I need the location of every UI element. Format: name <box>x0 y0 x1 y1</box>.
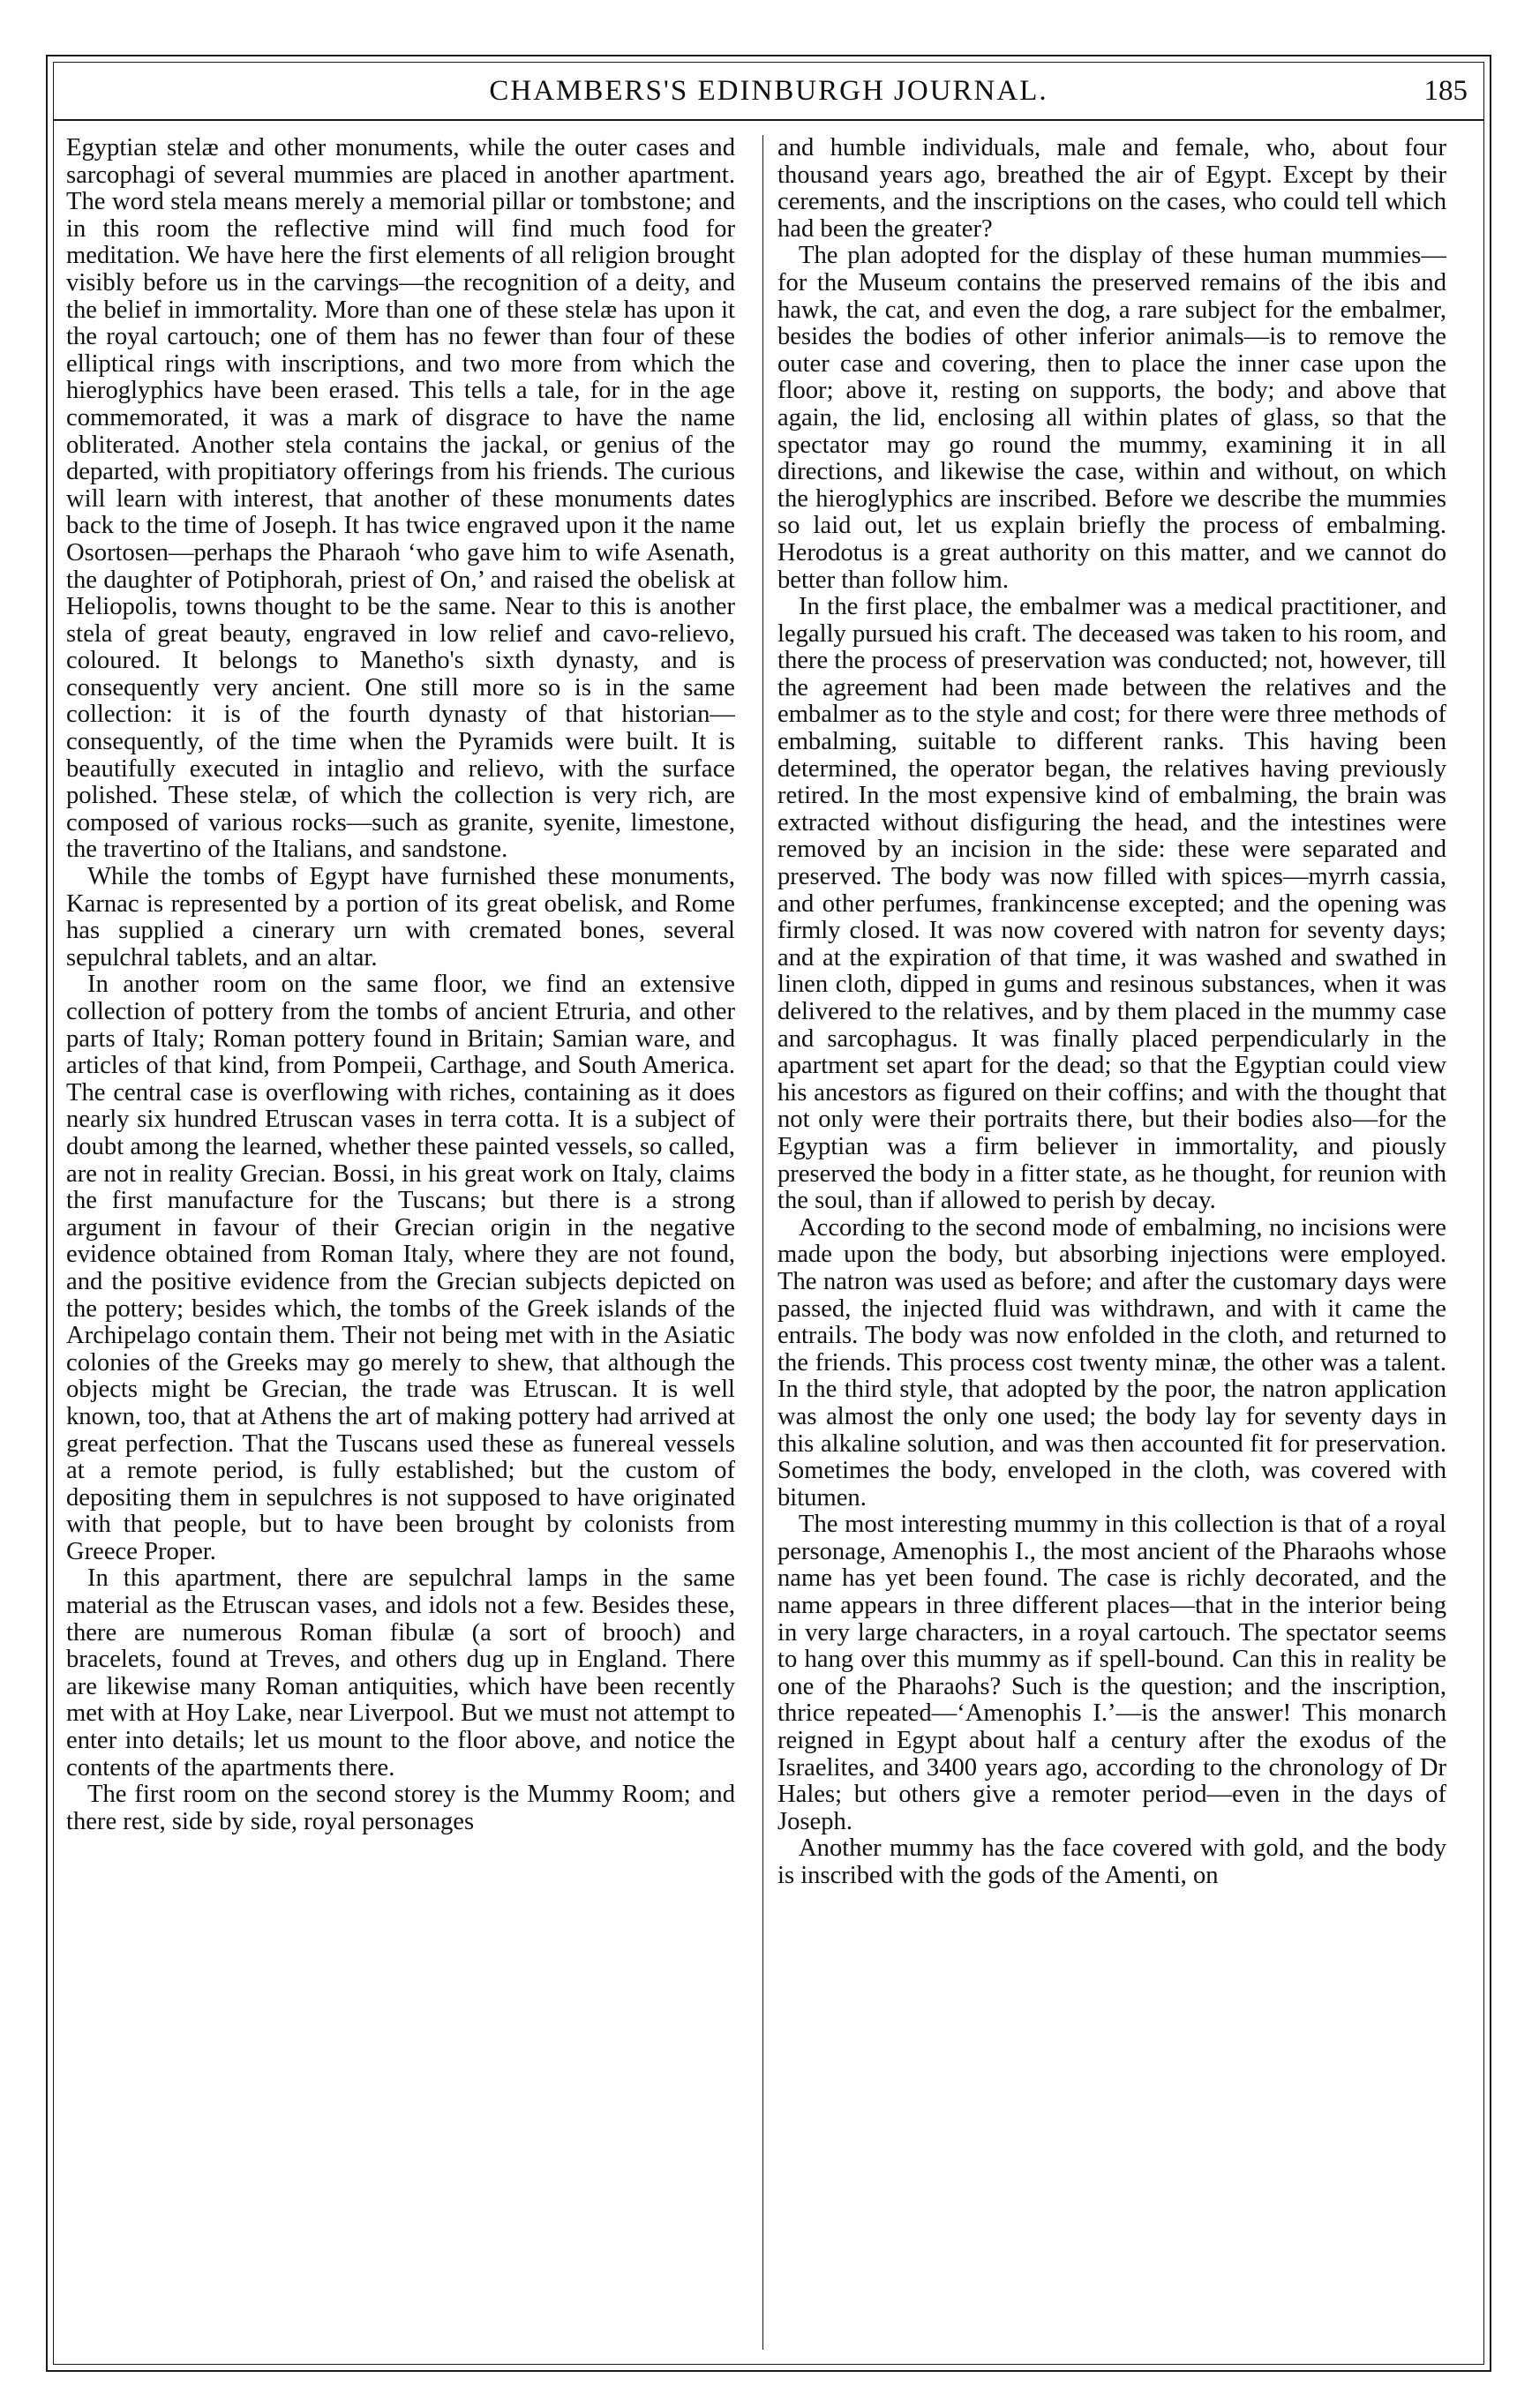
left-paragraph-4: In this apartment, there are sepulchral lamps in the same material as the Etruscan vases, and idols not a few. Besides these, there are numerous Roman fibulæ (a sort of brooch) and bracelets, found at Treves, and others dug up in England. There are likewise many Roman antiquities, which have been recently met with at Hoy Lake, near Liverpool. But we must not attempt to enter into details; let us mount to the floor above, and notice the contents of the apartments there. <box>66 1564 735 1782</box>
right-paragraph-5: The most interesting mummy in this collection is that of a royal personage, Amenophis I., the most ancient of the Pharaohs whose name has yet been found. The case is richly decorated, and the name appears in three different places—that in the interior being in very large characters, in a royal cartouch. The spectator seems to hang over this mummy as if spell-bound. Can this in reality be one of the Pharaohs? Such is the question; and the inscription, thrice repeated—‘Amenophis I.’—is the answer! This monarch reigned in Egypt about half a century after the exodus of the Israelites, and 3400 years ago, according to the chronology of Dr Hales; but others give a remoter period—even in the days of Joseph. <box>777 1511 1446 1835</box>
masthead <box>54 63 1483 121</box>
left-column <box>66 135 735 2350</box>
right-column <box>777 135 1446 2350</box>
left-paragraph-5: The first room on the second storey is the Mummy Room; and there rest, side by side, royal personages <box>66 1781 735 1835</box>
left-paragraph-1: Egyptian stelæ and other monuments, while the outer cases and sarcophagi of several mummies are placed in another apartment. The word stela means merely a memorial pillar or tombstone; and in this room the reflective mind will find much food for meditation. We have here the first elements of all religion brought visibly before us in the carvings—the recognition of a deity, and the belief in immortality. More than one of these stelæ has upon it the royal cartouch; one of them has no fewer than four of these elliptical rings with inscriptions, and two more from which the hieroglyphics have been erased. This tells a tale, for in the age commemorated, it was a mark of disgrace to have the name obliterated. Another stela contains the jackal, or genius of the departed, with propitiatory offerings from his friends. The curious will learn with interest, that another of these monuments dates back to the time of Joseph. It has twice engraved upon it the name Osortosen—perhaps the Pharaoh ‘who gave him to wife Asenath, the daughter of Potiphorah, priest of On,’ and raised the obelisk at Heliopolis, towns thought to be the same. Near to this is another stela of great beauty, engraved in low relief and cavo-relievo, coloured. It belongs to Manetho's sixth dynasty, and is consequently very ancient. One still more so is in the same collection: it is of the fourth dynasty of that historian—consequently, of the time when the Pyramids were built. It is beautifully executed in intaglio and relievo, with the surface polished. These stelæ, of which the collection is very rich, are composed of various rocks—such as granite, syenite, limestone, the travertino of the Italians, and sandstone. <box>66 135 735 864</box>
left-paragraph-2: While the tombs of Egypt have furnished these monuments, Karnac is represented by a portion of its great obelisk, and Rome has supplied a cinerary urn with cremated bones, several sepulchral tablets, and an altar. <box>66 863 735 971</box>
column-rule <box>762 135 763 2350</box>
right-paragraph-1: and humble individuals, male and female, who, about four thousand years ago, breathed the air of Egypt. Except by their cerements, and the inscriptions on the cases, who could tell which had been the greater? <box>777 135 1446 243</box>
journal-title: CHAMBERS'S EDINBURGH JOURNAL. <box>489 75 1048 107</box>
inner-frame <box>53 62 1484 2365</box>
right-paragraph-2: The plan adopted for the display of these human mummies—for the Museum contains the preserved remains of the ibis and hawk, the cat, and even the dog, a rare subject for the embalmer, besides the bodies of other inferior animals—is to remove the outer case and covering, then to place the inner case upon the floor; above it, resting on supports, the body; and above that again, the lid, enclosing all within plates of glass, so that the spectator may go round the mummy, examining it in all directions, and likewise the case, within and without, on which the hieroglyphics are inscribed. Before we describe the mummies so laid out, let us explain briefly the process of embalming. Herodotus is a great authority on this matter, and we cannot do better than follow him. <box>777 242 1446 594</box>
page-number: 185 <box>1423 75 1468 107</box>
right-paragraph-3: In the first place, the embalmer was a medical practitioner, and legally pursued his craft. The deceased was taken to his room, and there the process of preservation was conducted; not, however, till the agreement had been made between the relatives and the embalmer as to the style and cost; for there were three methods of embalming, suitable to different ranks. This having been determined, the operator began, the relatives having previously retired. In the most expensive kind of embalming, the brain was extracted without disfiguring the head, and the intestines were removed by an incision in the side: these were separated and preserved. The body was now filled with spices—myrrh cassia, and other perfumes, frankincense excepted; and the opening was firmly closed. It was now covered with natron for seventy days; and at the expiration of that time, it was washed and swathed in linen cloth, dipped in gums and resinous substances, when it was delivered to the relatives, and by them placed in the mummy case and sarcophagus. It was finally placed perpendicularly in the apartment set apart for the dead; so that the Egyptian could view his ancestors as figured on their coffins; and with the thought that not only were their portraits there, but their bodies also—for the Egyptian was a firm believer in immortality, and piously preserved the body in a fitter state, as he thought, for reunion with the soul, than if allowed to perish by decay. <box>777 593 1446 1215</box>
right-paragraph-4: According to the second mode of embalming, no incisions were made upon the body, but absorbing injections were employed. The natron was used as before; and after the customary days were passed, the injected fluid was withdrawn, and with it came the entrails. The body was now enfolded in the cloth, and returned to the friends. This process cost twenty minæ, the other was a talent. In the third style, that adopted by the poor, the natron application was almost the only one used; the body lay for seventy days in this alkaline solution, and was then accounted fit for preservation. Sometimes the body, enveloped in the cloth, was covered with bitumen. <box>777 1213 1446 1512</box>
left-paragraph-3: In another room on the same floor, we find an extensive collection of pottery from the tombs of ancient Etruria, and other parts of Italy; Roman pottery found in Britain; Samian ware, and articles of that kind, from Pompeii, Carthage, and South America. The central case is overflowing with riches, containing as it does nearly six hundred Etruscan vases in terra cotta. It is a subject of doubt among the learned, whether these painted vessels, so called, are not in reality Grecian. Bossi, in his great work on Italy, claims the first manufacture for the Tuscans; but there is a strong argument in favour of their Grecian origin in the negative evidence obtained from Roman Italy, where they are not found, and the positive evidence from the Grecian subjects depicted on the pottery; besides which, the tombs of the Greek islands of the Archipelago contain them. Their not being met with in the Asiatic colonies of the Greeks may go merely to shew, that although the objects might be Grecian, the trade was Etruscan. It is well known, too, that at Athens the art of making pottery had arrived at great perfection. That the Tuscans used these as funereal vessels at a remote period, is fully established; but the custom of depositing them in sepulchres is not supposed to have originated with that people, but to have been brought by colonists from Greece Proper. <box>66 971 735 1565</box>
page-frame <box>46 55 1491 2372</box>
right-paragraph-6: Another mummy has the face covered with gold, and the body is inscribed with the gods of the Amenti, on <box>777 1834 1446 1889</box>
